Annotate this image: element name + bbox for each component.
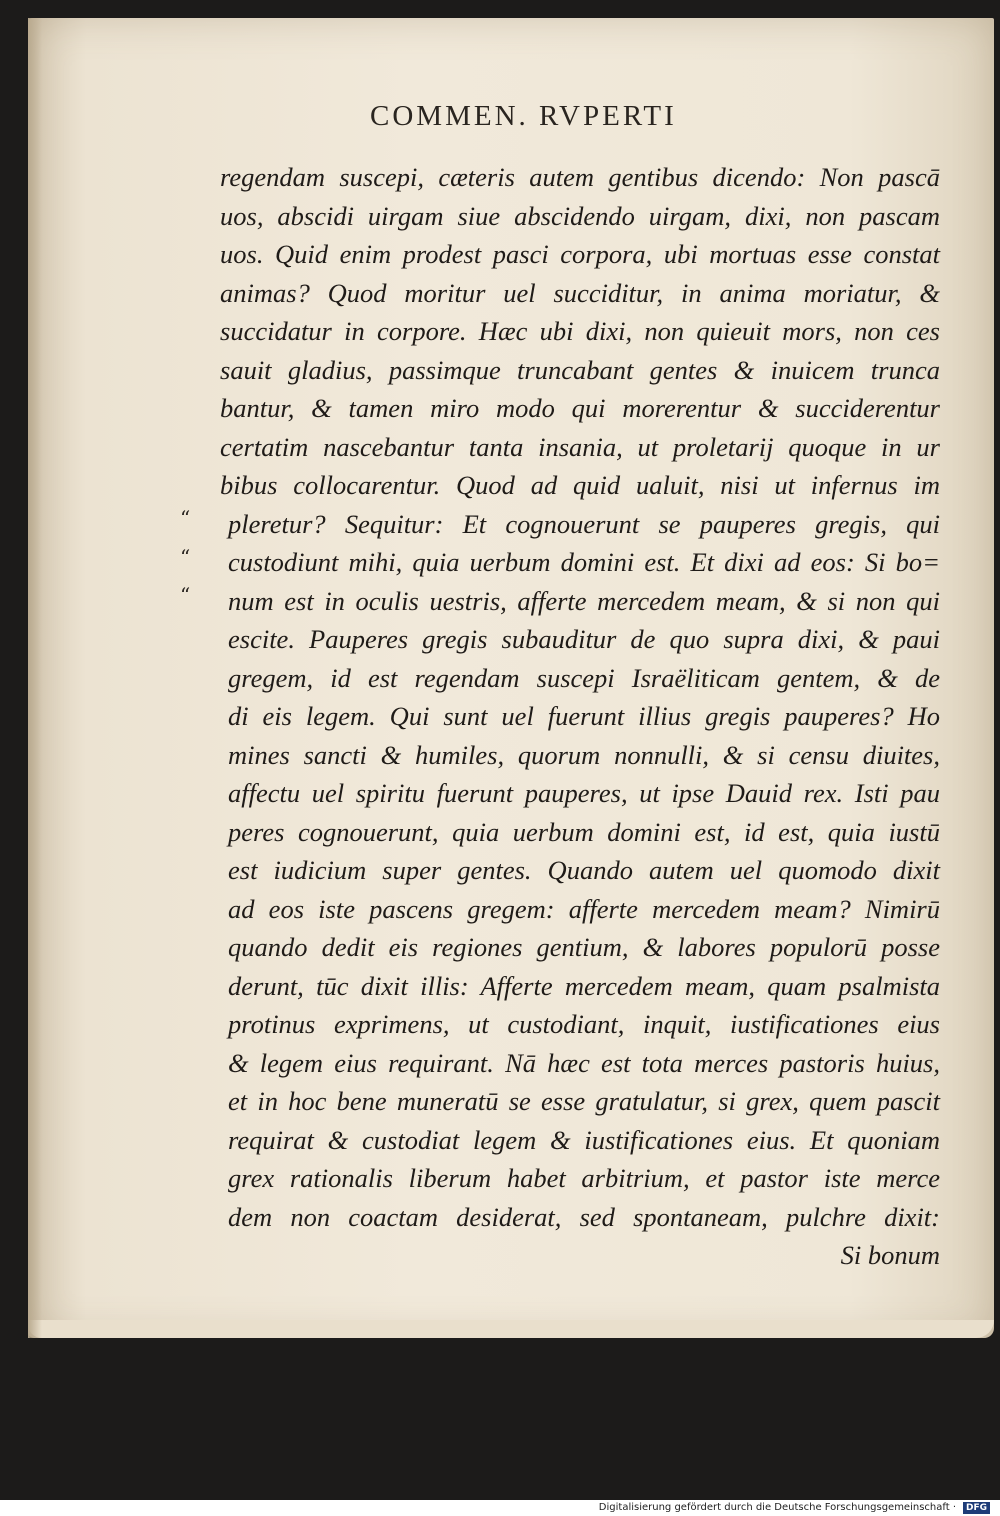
dfg-logo: DFG: [963, 1502, 990, 1514]
text-line: sauit gladius, passimque truncabant gentes & inuicem trunca: [220, 354, 940, 385]
text-line: num est in oculis uestris, afferte mercedem meam, & si non qui: [228, 585, 940, 616]
text-line: regendam suscepi, cæteris autem gentibus dicendo: Non pascā: [220, 162, 940, 192]
text-line: bibus collocarentur. Quod ad quid ualuit, nisi ut infernus im: [220, 470, 940, 500]
text-line: custodiunt mihi, quia uerbum domini est. Et dixi ad eos: Si bo=: [228, 547, 940, 577]
binding-shadow: [28, 18, 42, 1338]
text-line: di eis legem. Qui sunt uel fuerunt illius gregis pauperes? Ho: [228, 701, 940, 731]
text-line: pleretur? Sequitur: Et cognouerunt se pauperes gregis, qui: [228, 508, 940, 539]
text-line: est iudicium super gentes. Quando autem uel quomodo dixit: [228, 855, 940, 885]
text-line: animas? Quod moritur uel succiditur, in anima moriatur, &: [220, 277, 940, 308]
page-bottom-edge: [28, 1320, 994, 1338]
text-line: requirat & custodiat legem & iustificationes eius. Et quoniam: [228, 1124, 940, 1155]
running-head: COMMEN. RVPERTI: [370, 100, 677, 132]
text-line: & legem eius requirant. Nā hæc est tota merces pastoris huius,: [228, 1047, 940, 1078]
text-line: dem non coactam desiderat, sed spontaneam, pulchre dixit:: [228, 1201, 940, 1232]
body-text: [220, 158, 940, 1275]
text-line: certatim nascebantur tanta insania, ut proletarij quoque in ur: [220, 431, 940, 462]
text-line: peres cognouerunt, quia uerbum domini est, id est, quia iustū: [228, 816, 940, 847]
catchword: Si bonum: [840, 1240, 940, 1270]
text-line: escite. Pauperes gregis subauditur de quo supra dixi, & paui: [228, 624, 940, 654]
text-line: ad eos iste pascens gregem: afferte mercedem meam? Nimirū: [228, 893, 940, 924]
text-line: uos, abscidi uirgam siue abscidendo uirgam, dixi, non pascam: [220, 200, 940, 231]
text-line: derunt, tūc dixit illis: Afferte mercedem meam, quam psalmista: [228, 970, 940, 1001]
text-line: grex rationalis liberum habet arbitrium, et pastor iste merce: [228, 1163, 940, 1193]
text-line: succidatur in corpore. Hæc ubi dixi, non quieuit mors, non ces: [220, 316, 940, 346]
text-line: et in hoc bene muneratū se esse gratulatur, si grex, quem pascit: [228, 1086, 940, 1116]
text-line: quando dedit eis regiones gentium, & labores populorū posse: [228, 932, 940, 962]
margin-quote-mark: “: [180, 583, 191, 607]
text-line: bantur, & tamen miro modo qui morerentur & succiderentur: [220, 393, 940, 423]
text-line: uos. Quid enim prodest pasci corpora, ubi mortuas esse constat: [220, 239, 940, 269]
text-line: affectu uel spiritu fuerunt pauperes, ut ipse Dauid rex. Isti pau: [228, 778, 940, 808]
text-line: protinus exprimens, ut custodiant, inquit, iustificationes eius: [228, 1009, 940, 1039]
digitization-credit: Digitalisierung gefördert durch die Deutsche Forschungsgemeinschaft ·: [598, 1502, 956, 1513]
text-line: gregem, id est regendam suscepi Israëliticam gentem, & de: [228, 662, 940, 693]
margin-quote-mark: “: [180, 545, 191, 569]
text-line: mines sancti & humiles, quorum nonnulli, & si censu diuites,: [228, 739, 940, 770]
margin-quote-mark: “: [180, 506, 191, 530]
